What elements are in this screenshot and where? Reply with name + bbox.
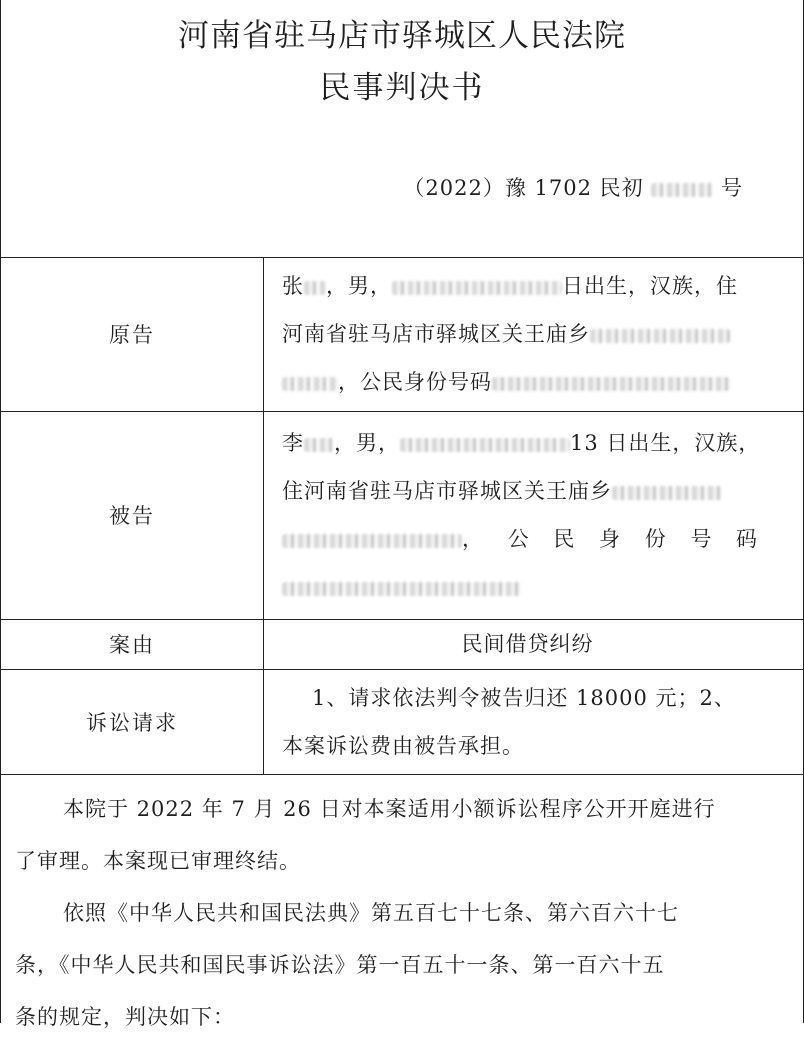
defendant-id-label: ， 公 民 身 份 号 码 [462, 527, 767, 551]
defendant-birth-ethnicity: 13 日出生，汉族， [570, 431, 761, 455]
document-header [1, 0, 803, 258]
body-para-1-line-2: 了审理。本案现已审理终结。 [15, 848, 301, 873]
redacted-birthdate [392, 281, 562, 295]
redacted-case-number [651, 183, 713, 197]
redacted-birthdate [400, 438, 570, 452]
plaintiff-row [1, 258, 803, 411]
plaintiff-address: 河南省驻马店市驿城区关王庙乡 [282, 322, 590, 347]
claims-value [264, 669, 804, 774]
case-number [403, 172, 743, 202]
case-number-suffix: 号 [721, 176, 743, 200]
claims-line-1: 1、请求依法判令被告归还 18000 元；2、 [312, 685, 736, 710]
redacted-name [304, 438, 334, 452]
court-name: 河南省驻马店市驿城区人民法院 [178, 18, 626, 54]
redacted-id-number [282, 582, 522, 596]
claims-label: 诉讼请求 [1, 669, 264, 774]
defendant-surname: 李 [282, 431, 304, 455]
body-para-2-line-2: 条，《中华人民共和国民事诉讼法》第一百五十一条、第一百六十五 [15, 952, 665, 977]
plaintiff-id-label: ，公民身份号码 [338, 370, 492, 395]
redacted-name [304, 281, 326, 295]
plaintiff-gender: ，男， [326, 274, 392, 299]
plaintiff-label: 原告 [1, 258, 264, 411]
case-number-prefix: （2022）豫 1702 民初 [403, 176, 644, 200]
cause-value: 民间借贷纠纷 [461, 632, 594, 656]
redacted-address [590, 329, 730, 343]
claims-row [1, 669, 803, 774]
defendant-label: 被告 [1, 411, 264, 619]
document-title: 民事判决书 [319, 70, 485, 106]
defendant-address: 住河南省驻马店市驿城区关王庙乡 [282, 479, 612, 503]
plaintiff-birth-ethnicity: 日出生，汉族，住 [562, 274, 738, 299]
cause-label: 案由 [1, 619, 264, 669]
party-info-table [1, 258, 803, 775]
cause-value-cell [264, 619, 804, 669]
body-para-1-line-1: 本院于 2022 年 7 月 26 日对本案适用小额诉讼程序公开开庭进行 [63, 796, 716, 821]
redacted-address-end [282, 377, 338, 391]
claims-line-2: 本案诉讼费由被告承担。 [282, 733, 524, 758]
plaintiff-info [264, 258, 804, 411]
judgment-body [1, 775, 803, 1043]
body-para-2-line-1: 依照《中华人民共和国民法典》第五百七十七条、第六百六十七 [63, 900, 679, 925]
defendant-info [264, 411, 804, 619]
cause-row [1, 619, 803, 669]
redacted-address-end [282, 534, 462, 548]
plaintiff-surname: 张 [282, 274, 304, 299]
body-para-2-line-3: 条的规定，判决如下： [15, 1004, 235, 1029]
redacted-address [612, 486, 722, 500]
defendant-row [1, 411, 803, 619]
redacted-id-number [492, 377, 732, 391]
defendant-gender: ，男， [334, 431, 400, 455]
